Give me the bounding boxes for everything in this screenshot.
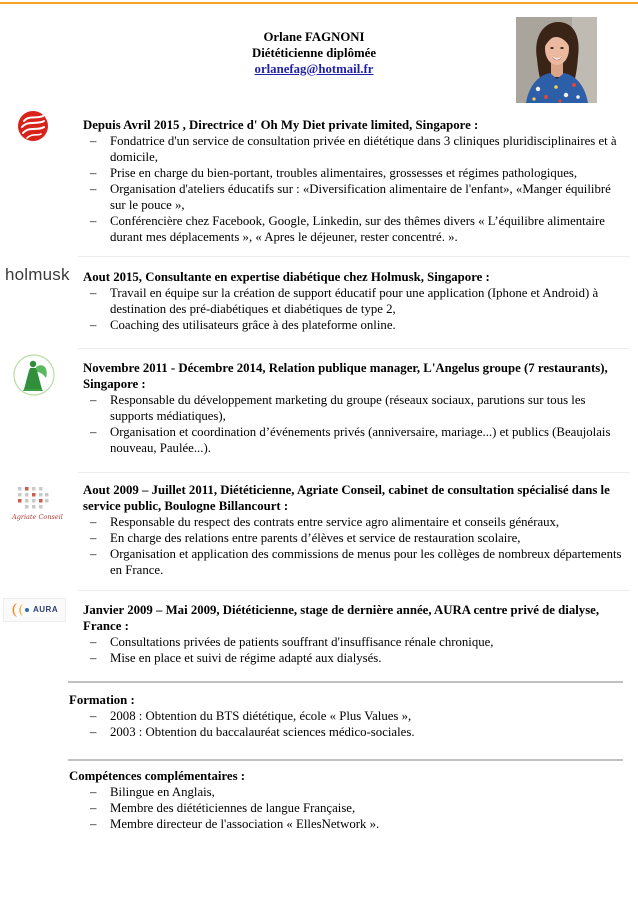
bullet-line: – Consultations privées de patients souffrant d'insuffisance rénale chronique, [110, 635, 494, 649]
bullet-line: – Membre des diététiciennes de langue Française, [110, 801, 356, 815]
section-divider [78, 348, 630, 349]
experience-oh-my-diet [0, 117, 638, 245]
bullet-line: destination des pré-diabétiques et diabétiques de type 2, [110, 302, 396, 316]
person-name: Orlane FAGNONI [263, 30, 365, 44]
experience-agriate [0, 482, 638, 578]
bullet-line: – Organisation d'ateliers éducatifs sur : «Diversification alimentaire de l'enfant», «Manger équilibré [110, 182, 611, 196]
experience-aura [0, 602, 638, 666]
heading-line: Singapore : [83, 377, 146, 391]
bullet-item [69, 784, 638, 800]
bullet-item [83, 181, 638, 213]
profile-photo [516, 17, 597, 103]
heading-line: Novembre 2011 - Décembre 2014, Relation publique manager, L'Angelus groupe (7 restaurants), [83, 361, 608, 375]
experience-holmusk [0, 269, 638, 333]
bullet-line: – 2008 : Obtention du BTS diététique, école « Plus Values », [110, 709, 412, 723]
bullet-item [69, 708, 638, 724]
bullet-line: – Membre directeur de l'association « EllesNetwork ». [110, 817, 380, 831]
bullet-line: – Travail en équipe sur la création de support éducatif pour une application (Iphone et Android) à [110, 286, 599, 300]
aura-logo-text: AURA [33, 605, 59, 614]
horizontal-rule [68, 681, 623, 683]
bullet-line: nouveau, Paulée...). [110, 441, 211, 455]
bullet-item [83, 514, 638, 530]
section-divider [78, 256, 630, 257]
bullet-item [83, 546, 638, 578]
bullet-line: – Bilingue en Anglais, [110, 785, 215, 799]
bullet-item [83, 650, 638, 666]
bullet-line: – Organisation et application des commissions de menus pour les collèges de nombreux départements [110, 547, 622, 561]
bullet-item [83, 285, 638, 317]
competences-section [0, 768, 638, 832]
bullet-line: – Responsable du respect des contrats entre service agro alimentaire et conseils généraux, [110, 515, 560, 529]
heading-line: France : [83, 619, 129, 633]
bullet-item [83, 424, 638, 456]
formation-heading: Formation : [69, 693, 135, 707]
bullet-line: – Prise en charge du bien-portant, troubles alimentaires, grossesses et régimes pathologiques, [110, 166, 578, 180]
bullet-line: supports médiatiques), [110, 409, 226, 423]
bullet-line: – Coaching des utilisateurs grâce à des plateforme online. [110, 318, 396, 332]
bullet-item [83, 530, 638, 546]
heading-line: Janvier 2009 – Mai 2009, Diététicienne, stage de dernière année, AURA centre privé de dialyse, [83, 603, 600, 617]
experience-heading [83, 482, 638, 514]
section-divider [78, 590, 630, 591]
bullet-line: durant mes déplacements », « Apres le déjeuner, rester concentré. ». [110, 230, 458, 244]
bullet-line: en France. [110, 563, 164, 577]
bullet-line: domicile, [110, 150, 158, 164]
bullet-item [69, 800, 638, 816]
bullet-item [69, 724, 638, 740]
bullet-item [83, 392, 638, 424]
top-accent-rule [0, 2, 638, 4]
bullet-line: – Mise en place et suivi de régime adapté aux dialysés. [110, 651, 382, 665]
heading-line: Aout 2015, Consultante en expertise diabétique chez Holmusk, Singapore : [83, 270, 490, 284]
bullet-item [83, 213, 638, 245]
horizontal-rule [68, 759, 623, 761]
bullet-line: – Fondatrice d'un service de consultation privée en diététique dans 3 cliniques pluridisciplinaires et à [110, 134, 617, 148]
heading-line: service public, Boulogne Billancourt : [83, 499, 289, 513]
agriate-logo-text: Agriate Conseil [12, 513, 63, 521]
holmusk-logo: holmusk [5, 265, 70, 284]
bullet-line: – Conférencière chez Facebook, Google, Linkedin, sur des thêmes divers « L’équilibre alimentaire [110, 214, 605, 228]
email-link[interactable]: orlanefag@hotmail.fr [254, 62, 374, 76]
experience-heading [83, 269, 638, 285]
bullet-item [83, 317, 638, 333]
competences-heading: Compétences complémentaires : [69, 769, 246, 783]
bullet-line: – En charge des relations entre parents d’élèves et service de restauration scolaire, [110, 531, 521, 545]
experience-heading [83, 602, 638, 634]
bullet-item [69, 816, 638, 832]
person-title: Diététicienne diplômée [251, 46, 377, 60]
bullet-line: – Organisation et coordination d’événements privés (anniversaire, mariage...) et publics (Beaujolais [110, 425, 611, 439]
formation-section [0, 692, 638, 740]
heading-line: Depuis Avril 2015 , Directrice d' Oh My Diet private limited, Singapore : [83, 118, 479, 132]
bullet-item [83, 165, 638, 181]
experience-angelus [0, 360, 638, 456]
section-divider [78, 472, 630, 473]
heading-line: Aout 2009 – Juillet 2011, Diététicienne, Agriate Conseil, cabinet de consultation spécialisé dans le [83, 483, 610, 497]
bullet-line: sur le pouce », [110, 198, 185, 212]
experience-heading [83, 360, 638, 392]
bullet-item [83, 634, 638, 650]
bullet-line: – 2003 : Obtention du baccalauréat sciences médico-sociales. [110, 725, 415, 739]
experience-heading [83, 117, 638, 133]
bullet-line: – Responsable du développement marketing du groupe (réseaux sociaux, parutions sur tous les [110, 393, 586, 407]
bullet-item [83, 133, 638, 165]
